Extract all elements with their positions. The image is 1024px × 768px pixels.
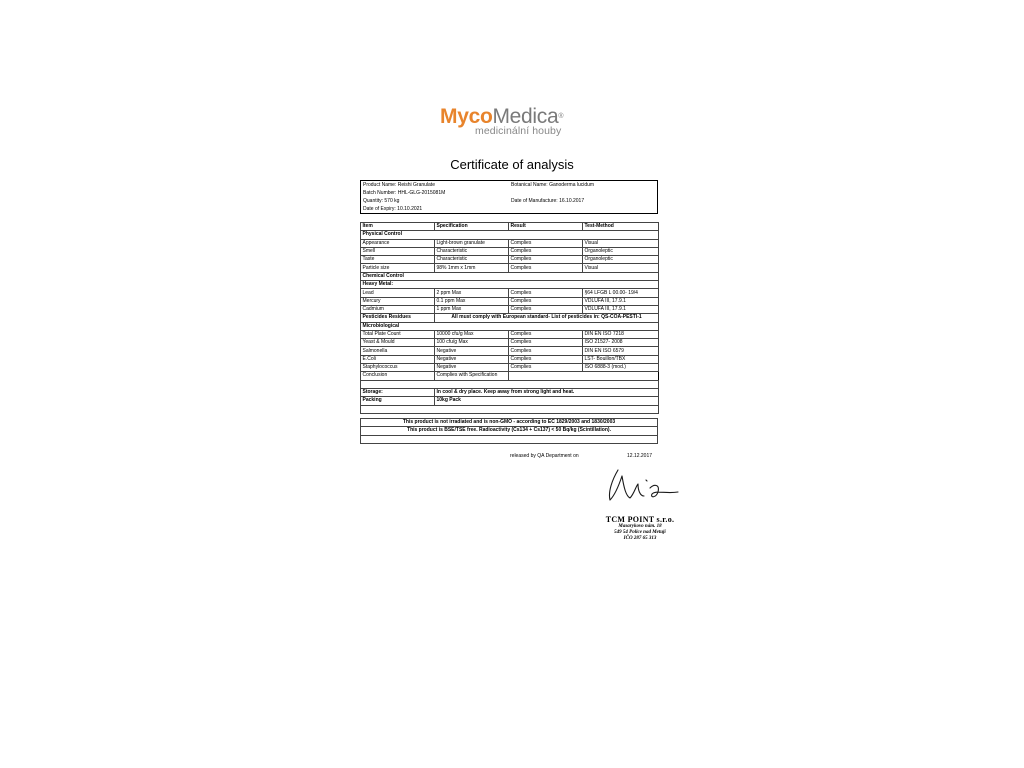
cell: DIN EN ISO 7218 — [583, 330, 659, 338]
cell: VDLUFA III, 17.9.1 — [583, 297, 659, 305]
cell: Light-brown granulate — [435, 239, 509, 247]
cell: Negative — [435, 364, 509, 372]
cell: E.Coli — [361, 355, 435, 363]
non-gmo-statement: This product is not irradiated and is non-GMO - according to EC 1829/2003 and 1830/2003 — [361, 419, 658, 427]
release-date: 12.12.2017 — [627, 453, 653, 459]
section-row — [361, 281, 659, 289]
section-heavy-metal: Heavy Metal: — [361, 281, 659, 289]
conclusion-row — [361, 372, 659, 380]
product-info-box — [360, 180, 658, 214]
logo-registered-mark: ® — [558, 113, 564, 120]
header-test-method: Test-Method — [583, 223, 659, 231]
cell: Characteristic — [435, 247, 509, 255]
released-by-text: released by QA Department on — [510, 453, 579, 459]
cell: Negative — [435, 347, 509, 355]
empty-cell — [361, 405, 659, 413]
cell: ISO 21527- 2008 — [583, 339, 659, 347]
empty-cell — [509, 372, 583, 380]
storage-row — [361, 388, 659, 396]
empty-cell — [361, 435, 658, 443]
pesticides-row — [361, 314, 659, 322]
statement-row — [361, 427, 658, 435]
cell: Organoleptic — [583, 256, 659, 264]
mycomedica-logo — [440, 106, 580, 140]
cell: Organoleptic — [583, 247, 659, 255]
table-row — [361, 339, 659, 347]
header-result: Result — [509, 223, 583, 231]
packing-label: Packing — [361, 397, 435, 405]
table-row — [361, 330, 659, 338]
storage-text: In cool & dry place. Keep away from strong light and heat. — [435, 388, 659, 396]
handwritten-signature — [600, 466, 690, 506]
packing-row — [361, 397, 659, 405]
document-title: Certificate of analysis — [450, 157, 574, 172]
cell: Complies — [509, 239, 583, 247]
cell: Visual — [583, 239, 659, 247]
cell: Complies — [509, 264, 583, 272]
header-specification: Specification — [435, 223, 509, 231]
cell: Complies — [509, 256, 583, 264]
section-physical-control: Physical Control — [361, 231, 659, 239]
cell: Lead — [361, 289, 435, 297]
table-row — [361, 289, 659, 297]
table-row — [361, 364, 659, 372]
cell: Salmonella — [361, 347, 435, 355]
blank-row — [361, 405, 659, 413]
cell: Complies — [509, 305, 583, 313]
statement-row — [361, 419, 658, 427]
cell: 2 ppm Max — [435, 289, 509, 297]
logo-wordmark — [440, 106, 580, 127]
cell: Total Plate Count — [361, 330, 435, 338]
table-row — [361, 264, 659, 272]
table-row — [361, 247, 659, 255]
cell: Staphylococcus — [361, 364, 435, 372]
pesticides-text: All must comply with European standard- List of pesticides in: QS-COA-PESTI-1 — [435, 314, 659, 322]
table-row — [361, 355, 659, 363]
section-row — [361, 231, 659, 239]
blank-row — [361, 380, 659, 388]
cell: LST- Bouillon/TBX — [583, 355, 659, 363]
cell: Smell — [361, 247, 435, 255]
conclusion-label: Conclusion — [361, 372, 435, 380]
analysis-table — [360, 222, 659, 414]
pesticides-label: Pesticides Residues — [361, 314, 435, 322]
cell: Mercury — [361, 297, 435, 305]
cell: Complies — [509, 289, 583, 297]
company-stamp — [600, 515, 680, 542]
cell: 100 cfu/g Max — [435, 339, 509, 347]
stamp-ico: IČO 287 65 313 — [623, 536, 657, 541]
cell: Taste — [361, 256, 435, 264]
table-row — [361, 305, 659, 313]
storage-label: Storage: — [361, 388, 435, 396]
botanical-name: Botanical Name: Ganoderma lucidum — [511, 182, 595, 188]
stamp-street: Masarykovo nám. 18 — [618, 524, 662, 529]
cell: Complies — [509, 347, 583, 355]
table-row — [361, 297, 659, 305]
cell: Yeast & Mould — [361, 339, 435, 347]
blank-row — [361, 435, 658, 443]
cell: Characteristic — [435, 256, 509, 264]
cell: §64 LFGB L 00.00- 19/4 — [583, 289, 659, 297]
table-row — [361, 256, 659, 264]
quantity: Quantity: 570 kg — [363, 198, 400, 204]
cell: 1 ppm Max — [435, 305, 509, 313]
bse-tse-statement: This product is BSE/TSE free. Radioactivity (Cs134 + Cs137) < 50 Bq/kg (Scintillation). — [361, 427, 658, 435]
cell: DIN EN ISO 6579 — [583, 347, 659, 355]
cell: 10000 cfu/g Max — [435, 330, 509, 338]
cell: Complies — [509, 355, 583, 363]
section-row — [361, 322, 659, 330]
stamp-city: 549 54 Police nad Metují — [614, 530, 666, 535]
cell: 98% 1mm x 1mm — [435, 264, 509, 272]
cell: Appearance — [361, 239, 435, 247]
conclusion-value: Complies with Specification — [435, 372, 509, 380]
table-row — [361, 347, 659, 355]
section-row — [361, 272, 659, 280]
cell: VDLUFA III, 17.9.1 — [583, 305, 659, 313]
product-name: Product Name: Reishi Granulate — [363, 182, 435, 188]
cell: Complies — [509, 339, 583, 347]
cell: Negative — [435, 355, 509, 363]
date-of-expiry: Date of Expiry: 10.10.2021 — [363, 206, 423, 212]
cell: 0.1 ppm Max — [435, 297, 509, 305]
date-of-manufacture: Date of Manufacture: 16.10.2017 — [511, 198, 585, 204]
cell: Cadmium — [361, 305, 435, 313]
cell: Complies — [509, 297, 583, 305]
logo-myco: Myco — [440, 105, 493, 128]
empty-cell — [583, 372, 659, 380]
cell: Visual — [583, 264, 659, 272]
header-item: Item — [361, 223, 435, 231]
cell: Particle size — [361, 264, 435, 272]
logo-tagline: medicinální houby — [475, 125, 562, 137]
stamp-company: TCM POINT s.r.o. — [605, 515, 675, 524]
empty-cell — [361, 380, 659, 388]
compliance-statement-box — [360, 418, 658, 444]
table-header-row — [361, 223, 659, 231]
batch-number: Batch Number: HHL-GLG-2015081M — [363, 190, 446, 196]
cell: Complies — [509, 247, 583, 255]
cell: Complies — [509, 364, 583, 372]
table-row — [361, 239, 659, 247]
cell: Complies — [509, 330, 583, 338]
cell: ISO 6888-3 (mod.) — [583, 364, 659, 372]
packing-text: 10kg Pack — [435, 397, 659, 405]
section-chemical-control: Chemical Control — [361, 272, 659, 280]
section-microbiological: Microbiological — [361, 322, 659, 330]
logo-medica: Medica — [492, 105, 559, 128]
